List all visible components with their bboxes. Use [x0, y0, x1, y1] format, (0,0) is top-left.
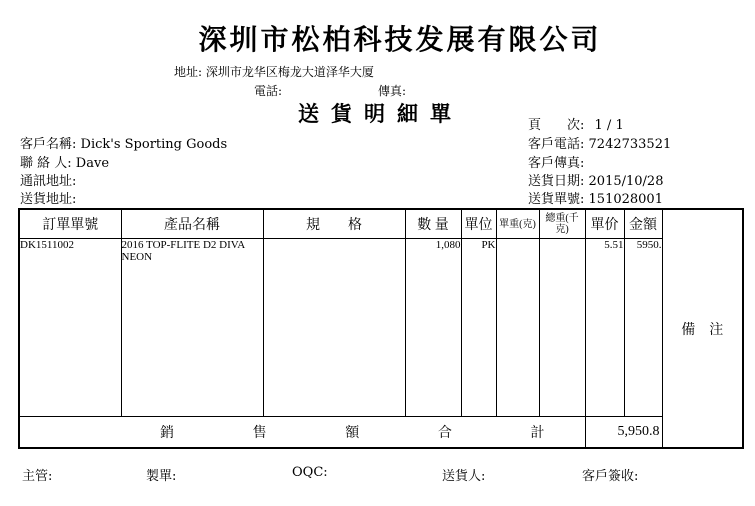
ship-address-label: 送貨地址:	[20, 192, 77, 207]
delivery-date-label: 送貨日期:	[528, 174, 585, 189]
customer-phone-row	[528, 133, 671, 152]
header-qty: 數 量	[405, 209, 461, 239]
total-amount: 5,950.8	[585, 417, 662, 449]
cell-unit-weight	[496, 239, 539, 417]
header-price: 單价	[585, 209, 624, 239]
total-label-char: 合	[437, 426, 452, 441]
table-row	[19, 239, 743, 417]
header-remark: 備 注	[662, 209, 743, 448]
customer-name-label: 客戶名稱:	[20, 137, 77, 152]
total-label-char: 計	[530, 426, 545, 441]
delivery-number-label: 送貨單號:	[528, 192, 585, 207]
cell-product: 2016 TOP-FLITE D2 DIVA NEON	[121, 239, 263, 417]
deliverer-label: 送貨人:	[442, 469, 486, 484]
delivery-items-table	[18, 208, 744, 449]
company-name: 深圳市松柏科技发展有限公司	[198, 23, 602, 56]
total-row	[19, 417, 743, 449]
cell-unit: PK	[461, 239, 496, 417]
customer-phone-label: 客戶電話:	[528, 137, 585, 152]
cell-order-no: DK1511002	[19, 239, 121, 417]
company-tel-label: 電話:	[254, 84, 283, 98]
cell-spec	[263, 239, 405, 417]
total-label-char: 額	[345, 426, 360, 441]
company-fax-label: 傳真:	[378, 84, 407, 98]
maker-label: 製單:	[146, 469, 177, 484]
customer-fax-label: 客戶傳真:	[528, 156, 585, 171]
delivery-number: 151028001	[588, 192, 663, 207]
header-amount: 金額	[624, 209, 662, 239]
delivery-date: 2015/10/28	[588, 174, 664, 189]
cell-amount: 5950.	[624, 239, 662, 417]
customer-name-row	[20, 133, 227, 152]
page-number	[528, 114, 624, 133]
header-unit-weight: 單重(克)	[496, 209, 539, 239]
cell-price: 5.51	[585, 239, 624, 417]
total-label-char: 銷	[160, 426, 174, 441]
oqc-label: OQC:	[292, 465, 328, 480]
document-title: 送貨明細單	[298, 101, 463, 126]
customer-sign-label: 客戶簽收:	[582, 469, 639, 484]
page-value: 1 / 1	[594, 118, 624, 133]
supervisor-label: 主管:	[22, 469, 53, 484]
total-label	[19, 417, 585, 449]
header-product: 產品名稱	[121, 209, 263, 239]
customer-phone: 7242733521	[588, 137, 672, 152]
table-header-row	[19, 209, 743, 239]
company-address: 地址: 深圳市龙华区梅龙大道泽华大厦	[174, 65, 374, 79]
delivery-date-row	[528, 170, 663, 189]
header-unit: 單位	[461, 209, 496, 239]
contact-row	[20, 152, 109, 171]
cell-total-weight	[539, 239, 585, 417]
cell-qty: 1,080	[405, 239, 461, 417]
total-label-char: 售	[252, 426, 267, 441]
page-label: 頁 次:	[528, 118, 585, 133]
contact-name: Dave	[75, 156, 110, 171]
header-spec: 規 格	[263, 209, 405, 239]
header-total-weight: 總重(千克)	[539, 209, 585, 239]
mail-address-label: 通訊地址:	[20, 174, 77, 189]
delivery-number-row	[528, 188, 663, 207]
customer-name: Dick's Sporting Goods	[80, 137, 228, 152]
header-order-no: 訂單單號	[19, 209, 121, 239]
contact-label: 聯 絡 人:	[20, 156, 72, 171]
